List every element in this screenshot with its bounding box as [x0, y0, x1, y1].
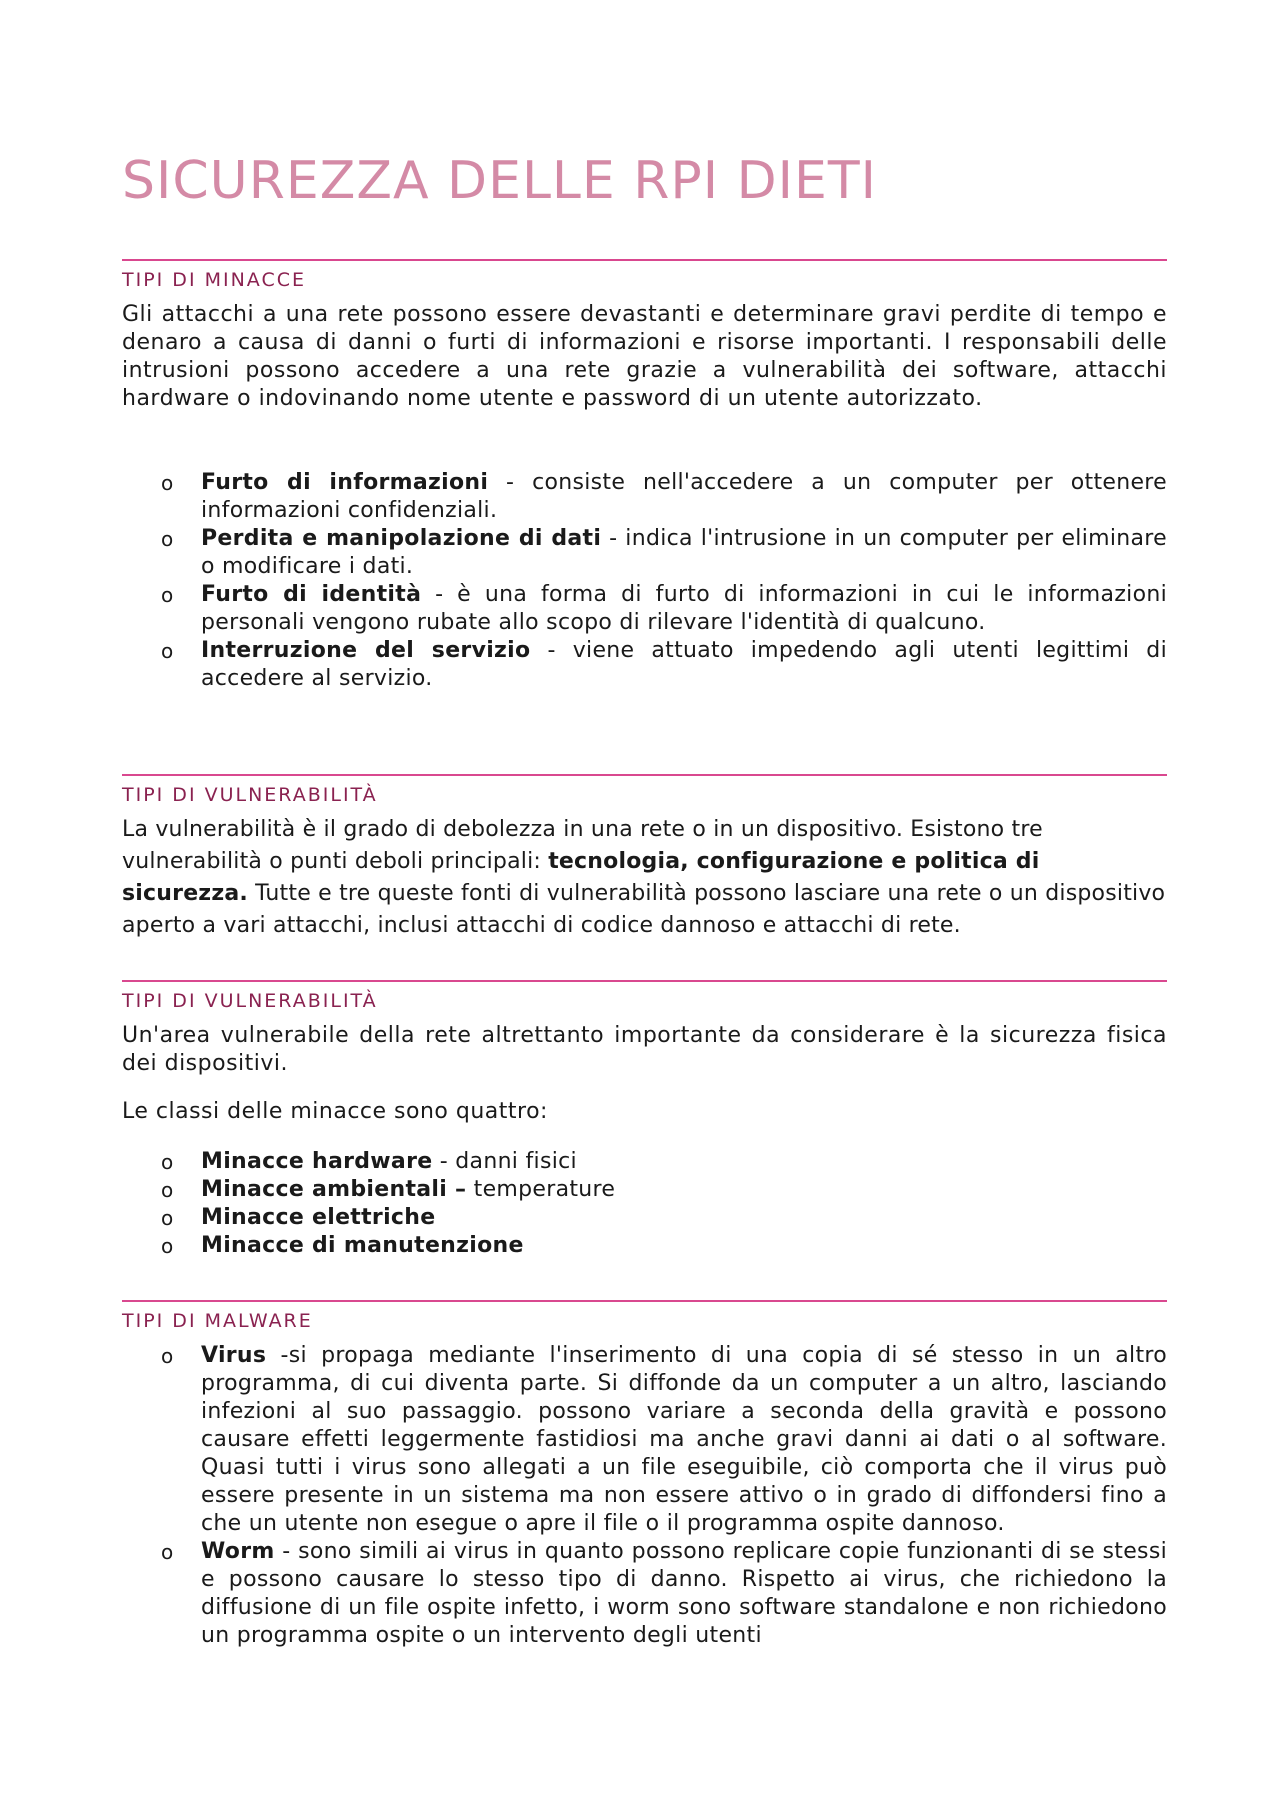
- list-item-term: Minacce di manutenzione: [201, 1233, 524, 1258]
- section-divider: [122, 1300, 1167, 1302]
- bullet-marker: o: [161, 1344, 174, 1368]
- section-tipi-di-malware: [122, 1300, 1167, 1650]
- list-item-term: Minacce ambientali –: [201, 1177, 467, 1202]
- list-item: [122, 525, 1167, 581]
- section-sicurezza-fisica: [122, 980, 1167, 1260]
- section-heading: TIPI DI VULNERABILITÀ: [122, 990, 378, 1012]
- list-item-term: Furto di informazioni: [201, 470, 489, 495]
- list-item: [122, 637, 1167, 693]
- list-item-term: Minacce elettriche: [201, 1205, 436, 1230]
- bullet-marker: o: [161, 1540, 174, 1564]
- section-heading: TIPI DI VULNERABILITÀ: [122, 784, 378, 806]
- list-item: [122, 1148, 1167, 1176]
- list-item-desc: temperature: [466, 1177, 616, 1202]
- section-tipi-di-vulnerabilita: [122, 774, 1167, 942]
- list-item-term: Virus: [201, 1343, 267, 1368]
- section-paragraph: Gli attacchi a una rete possono essere devastanti e determinare gravi perdite di tempo e denaro a causa di danni o furti di informazioni e risorse importanti. I responsabili delle intrusioni possono accedere a una rete grazie a vulnerabilità dei software, attacchi hardware o indovinando nome utente e password di un utente autorizzato.: [122, 302, 1167, 411]
- bullet-marker: o: [161, 1206, 174, 1230]
- list-item-desc: - indica l'intrusione in un computer per eliminare o modificare i dati.: [201, 526, 1167, 579]
- list-item-term: Furto di identità: [201, 582, 422, 607]
- section-tipi-di-minacce: [122, 259, 1167, 693]
- list-item: [122, 581, 1167, 637]
- bullet-marker: o: [161, 471, 174, 495]
- list-item: [122, 469, 1167, 525]
- list-item: [122, 1204, 1167, 1232]
- section-divider: [122, 980, 1167, 982]
- section-heading: TIPI DI MALWARE: [122, 1310, 313, 1332]
- section-paragraph: [122, 814, 1167, 942]
- list-item: [122, 1538, 1167, 1650]
- section-lead: Le classi delle minacce sono quattro:: [122, 1099, 548, 1124]
- threat-list: [122, 469, 1167, 693]
- list-item-desc: - sono simili ai virus in quanto possono replicare copie funzionanti di se stessi e possono causare lo stesso tipo di danno. Rispetto ai virus, che richiedono la diffusione di un file ospite infetto, i worm sono software standalone e non richiedono un programma ospite o un intervento degli utenti: [201, 1539, 1167, 1648]
- threat-class-list: [122, 1148, 1167, 1260]
- bullet-marker: o: [161, 639, 174, 663]
- list-item: [122, 1176, 1167, 1204]
- list-item-desc: -si propaga mediante l'inserimento di una copia di sé stesso in un altro programma, di cui diventa parte. Si diffonde da un computer a un altro, lasciando infezioni al suo passaggio. possono variare a seconda della gravità e possono causare effetti leggermente fastidiosi ma anche gravi danni ai dati o al software. Quasi tutti i virus sono allegati a un file eseguibile, ciò comporta che il virus può essere presente in un sistema ma non essere attivo o in grado di diffondersi fino a che un utente non esegue o apre il file o il programma ospite dannoso.: [201, 1343, 1167, 1536]
- bullet-marker: o: [161, 1178, 174, 1202]
- list-item: [122, 1342, 1167, 1538]
- list-item-desc: - viene attuato impedendo agli utenti legittimi di accedere al servizio.: [201, 638, 1167, 691]
- list-item: [122, 1232, 1167, 1260]
- bullet-marker: o: [161, 583, 174, 607]
- list-item-desc: - danni fisici: [432, 1149, 577, 1174]
- section-paragraph: Un'area vulnerabile della rete altrettanto importante da considerare è la sicurezza fisica dei dispositivi.: [122, 1023, 1167, 1076]
- malware-list: [122, 1342, 1167, 1650]
- paragraph-text: La vulnerabilità è il grado di debolezza in una rete o in un dispositivo. Esistono tre vulnerabilità o punti deboli principali:: [122, 817, 1043, 874]
- bullet-marker: o: [161, 1234, 174, 1258]
- list-item-term: Worm: [201, 1539, 275, 1564]
- list-item-desc: - è una forma di furto di informazioni in cui le informazioni personali vengono rubate allo scopo di rilevare l'identità di qualcuno.: [201, 582, 1167, 635]
- list-item-desc: - consiste nell'accedere a un computer per ottenere informazioni confidenziali.: [201, 470, 1168, 523]
- list-item-term: Minacce hardware: [201, 1149, 433, 1174]
- section-heading: TIPI DI MINACCE: [122, 269, 306, 291]
- list-item-term: Interruzione del servizio: [201, 638, 531, 663]
- bullet-marker: o: [161, 1150, 174, 1174]
- list-item-term: Perdita e manipolazione di dati: [201, 526, 602, 551]
- paragraph-text: Tutte e tre queste fonti di vulnerabilità possono lasciare una rete o un dispositivo aperto a vari attacchi, inclusi attacchi di codice dannoso e attacchi di rete.: [122, 881, 1166, 938]
- section-divider: [122, 774, 1167, 776]
- paragraph-bold-text: tecnologia, configurazione e politica di sicurezza.: [122, 849, 1040, 906]
- bullet-marker: o: [161, 527, 174, 551]
- document-title: SICUREZZA DELLE RPI DIETI: [122, 151, 877, 211]
- section-divider: [122, 259, 1167, 261]
